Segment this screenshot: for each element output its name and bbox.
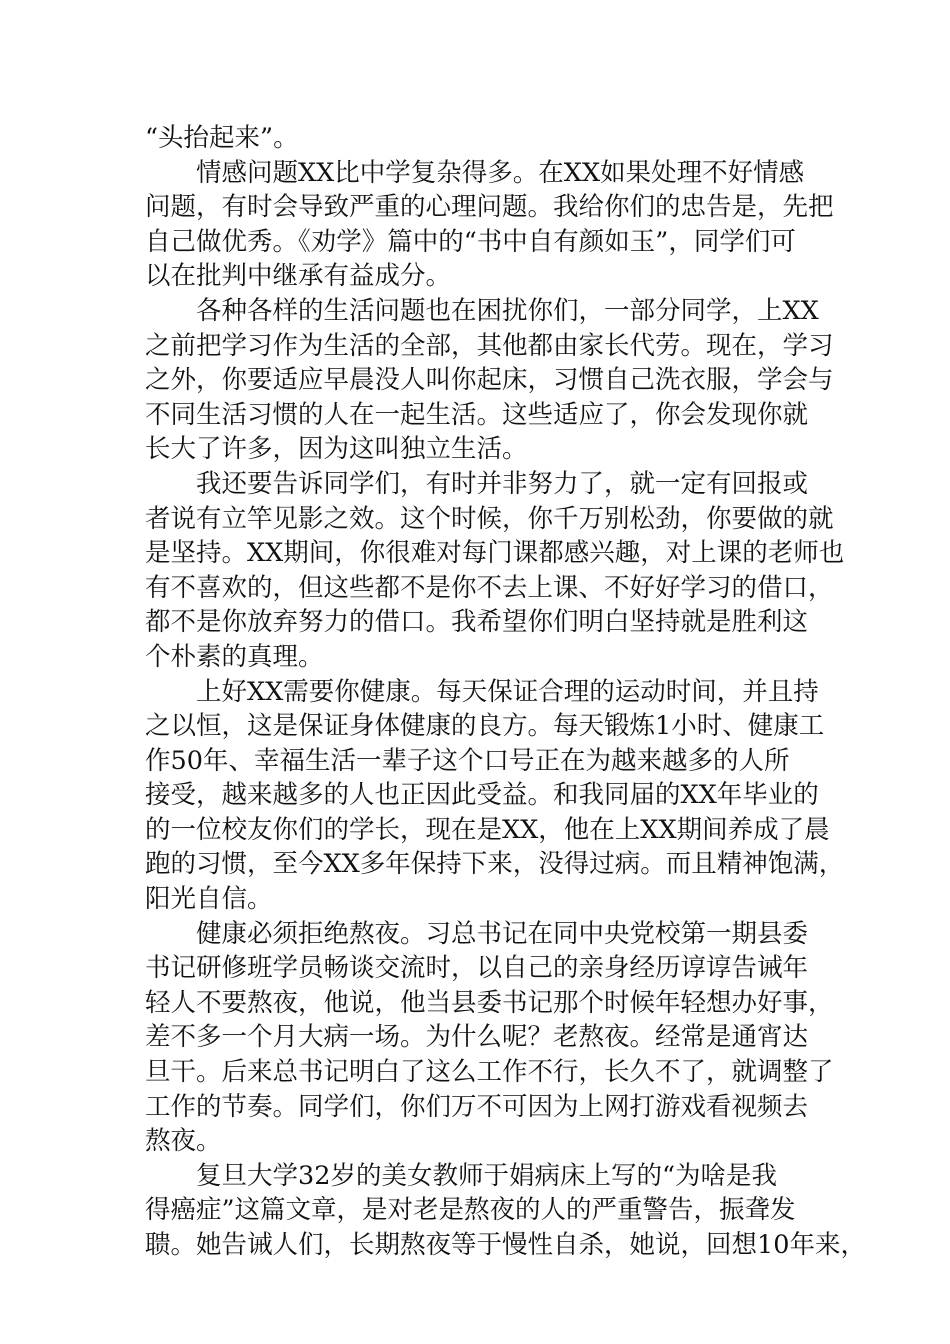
paragraph-first-line: 复旦大学32岁的美女教师于娟病床上写的“为啥是我 bbox=[196, 1160, 777, 1191]
text-line: 书记研修班学员畅谈交流时，以自己的亲身经历谆谆告诫年 bbox=[145, 953, 809, 984]
text-line: 之前把学习作为生活的全部，其他都由家长代劳。现在，学习 bbox=[145, 330, 834, 361]
text-line: 接受，越来越多的人也正因此受益。和我同届的XX年毕业的 bbox=[145, 780, 819, 811]
paragraph-first-line: 健康必须拒绝熬夜。习总书记在同中央党校第一期县委 bbox=[196, 918, 809, 949]
text-line: 差不多一个月大病一场。为什么呢？老熬夜。经常是通宵达 bbox=[145, 1022, 809, 1053]
text-line: 阳光自信。 bbox=[145, 884, 273, 915]
text-line: 自己做优秀。《劝学》篇中的“书中自有颜如玉”，同学们可 bbox=[145, 226, 796, 257]
text-line: 熬夜。 bbox=[145, 1126, 222, 1157]
text-line: 问题，有时会导致严重的心理问题。我给你们的忠告是，先把 bbox=[145, 192, 834, 223]
paragraph-first-line: 各种各样的生活问题也在困扰你们，一部分同学，上XX bbox=[196, 295, 819, 326]
paragraph-first-line: 上好XX需要你健康。每天保证合理的运动时间，并且持 bbox=[196, 676, 819, 707]
text-line: 不同生活习惯的人在一起生活。这些适应了，你会发现你就 bbox=[145, 399, 809, 430]
text-line: 个朴素的真理。 bbox=[145, 641, 324, 672]
text-line: “头抬起来”。 bbox=[145, 123, 299, 153]
text-line: 轻人不要熬夜，他说，他当县委书记那个时候年轻想办好事， bbox=[145, 987, 834, 1018]
text-line: 是坚持。XX期间，你很难对每门课都感兴趣，对上课的老师也 bbox=[145, 538, 845, 569]
paragraph-first-line: 情感问题XX比中学复杂得多。在XX如果处理不好情感 bbox=[196, 157, 805, 188]
text-line: 以在批判中继承有益成分。 bbox=[145, 261, 452, 292]
text-line: 得癌症”这篇文章，是对老是熬夜的人的严重警告，振聋发 bbox=[145, 1195, 796, 1226]
text-line: 聩。她告诫人们，长期熬夜等于慢性自杀，她说，回想10年来， bbox=[145, 1230, 866, 1260]
text-line: 长大了许多，因为这叫独立生活。 bbox=[145, 434, 528, 465]
text-line: 跑的习惯，至今XX多年保持下来，没得过病。而且精神饱满， bbox=[145, 849, 845, 880]
text-line: 之以恒，这是保证身体健康的良方。每天锻炼1小时、健康工 bbox=[145, 711, 825, 742]
paragraph-first-line: 我还要告诉同学们，有时并非努力了，就一定有回报或 bbox=[196, 468, 809, 499]
text-line: 者说有立竿见影之效。这个时候，你千万别松劲，你要做的就 bbox=[145, 503, 834, 534]
text-line: 工作的节奏。同学们，你们万不可因为上网打游戏看视频去 bbox=[145, 1091, 809, 1122]
text-line: 作50年、幸福生活一辈子这个口号正在为越来越多的人所 bbox=[145, 745, 790, 776]
body-text bbox=[145, 121, 866, 1263]
text-line: 都不是你放弃努力的借口。我希望你们明白坚持就是胜利这 bbox=[145, 607, 809, 638]
text-line: 有不喜欢的，但这些都不是你不去上课、不好好学习的借口， bbox=[145, 572, 834, 603]
text-line: 的一位校友你们的学长，现在是XX，他在上XX期间养成了晨 bbox=[145, 814, 830, 845]
text-line: 之外，你要适应早晨没人叫你起床，习惯自己洗衣服，学会与 bbox=[145, 365, 834, 396]
text-line: 旦干。后来总书记明白了这么工作不行，长久不了，就调整了 bbox=[145, 1057, 834, 1088]
